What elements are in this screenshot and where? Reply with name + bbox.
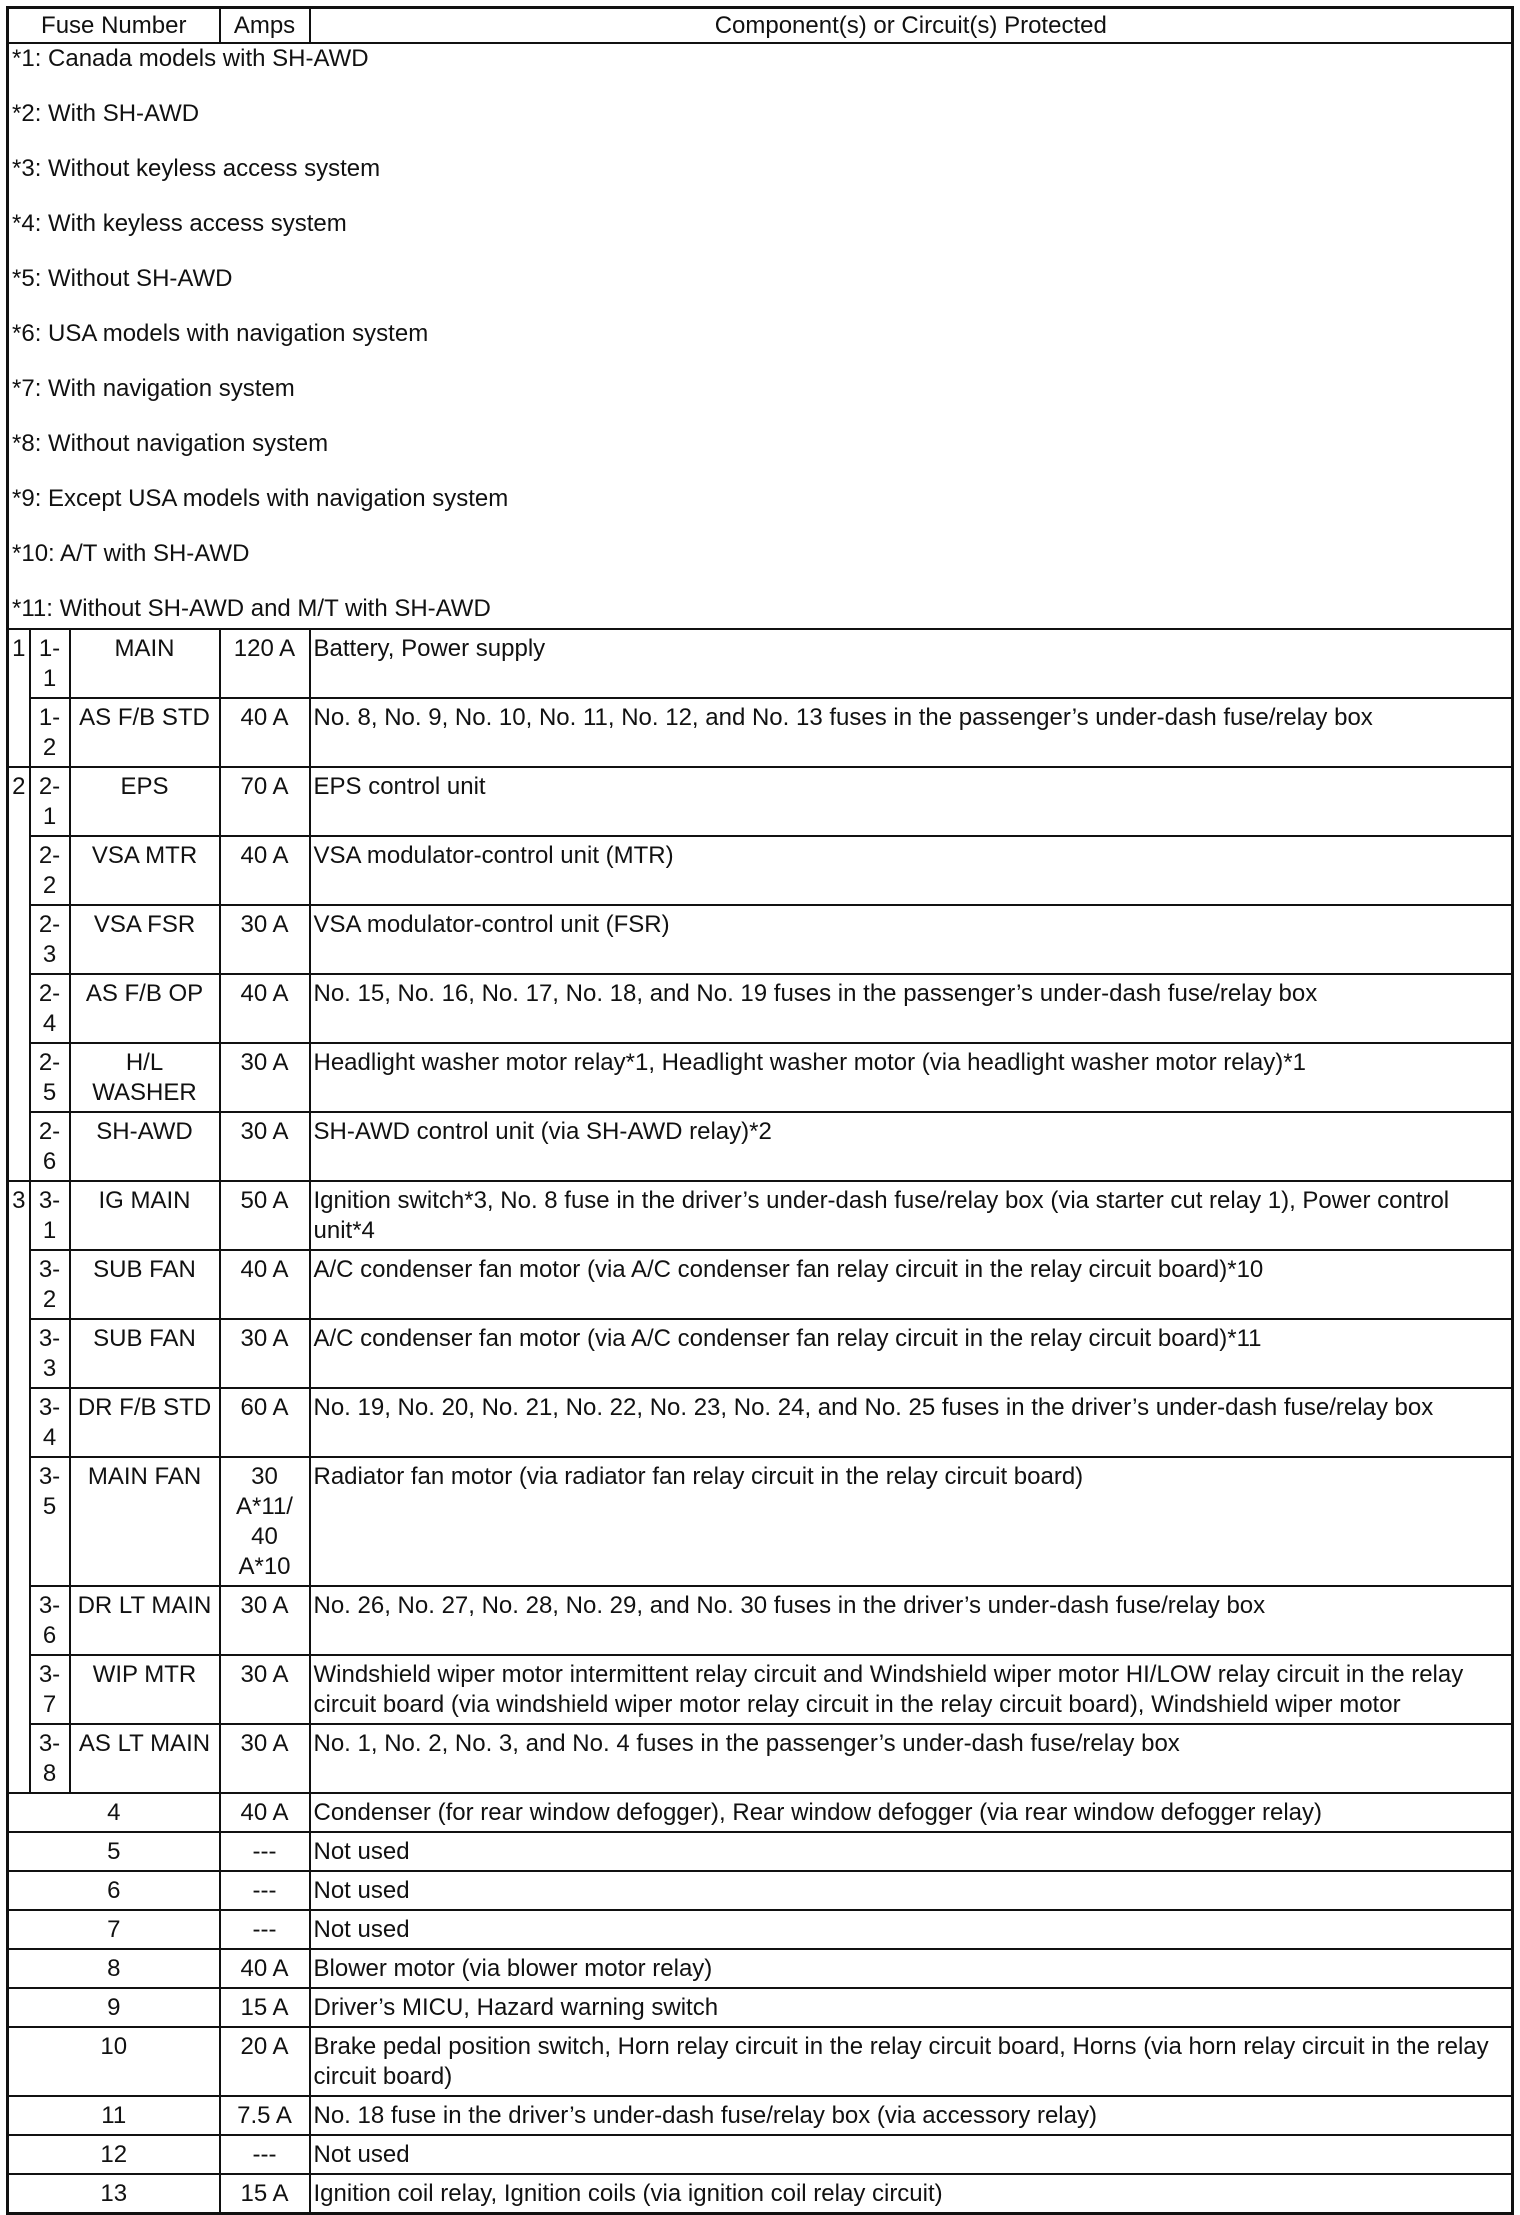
fuse-name: DR F/B STD: [70, 1388, 220, 1457]
group-spacer: [8, 1655, 30, 1724]
fuse-description: No. 8, No. 9, No. 10, No. 11, No. 12, and No. 13 fuses in the passenger’s under-dash fuse/relay box: [310, 698, 1513, 767]
fuse-number: 2-5: [30, 1043, 70, 1112]
group-spacer: [8, 1043, 30, 1112]
fuse-description: Windshield wiper motor intermittent relay circuit and Windshield wiper motor HI/LOW relay circuit in the relay circuit board (via windshield wiper motor relay circuit in the relay circuit board), Windshield wiper motor: [310, 1655, 1513, 1724]
group-number: 3: [8, 1181, 30, 1250]
fuse-amps: 30 A: [220, 1724, 310, 1793]
fuse-number: 5: [8, 1832, 220, 1871]
fuse-description: EPS control unit: [310, 767, 1513, 836]
fuse-name: SUB FAN: [70, 1319, 220, 1388]
fuse-amps: 30 A: [220, 905, 310, 974]
fuse-amps: 40 A: [220, 1250, 310, 1319]
table-row: [8, 1586, 1513, 1655]
fuse-description: Not used: [310, 1871, 1513, 1910]
footnotes-row: [8, 43, 1513, 629]
fuse-number: 7: [8, 1910, 220, 1949]
fuse-number: 1-1: [30, 629, 70, 698]
fuse-description: Radiator fan motor (via radiator fan relay circuit in the relay circuit board): [310, 1457, 1513, 1586]
table-row: [8, 1832, 1513, 1871]
fuse-name: MAIN: [70, 629, 220, 698]
fuse-description: Blower motor (via blower motor relay): [310, 1949, 1513, 1988]
footnote: *7: With navigation system: [12, 375, 295, 402]
fuse-description: Not used: [310, 2135, 1513, 2174]
header-amps: Amps: [220, 8, 310, 44]
fuse-description: SH-AWD control unit (via SH-AWD relay)*2: [310, 1112, 1513, 1181]
fuse-amps: 30 A: [220, 1586, 310, 1655]
footnotes: [8, 43, 1513, 629]
fuse-description: No. 26, No. 27, No. 28, No. 29, and No. 30 fuses in the driver’s under-dash fuse/relay box: [310, 1586, 1513, 1655]
fuse-description: Brake pedal position switch, Horn relay circuit in the relay circuit board, Horns (via horn relay circuit in the relay circuit board): [310, 2027, 1513, 2096]
fuse-description: Battery, Power supply: [310, 629, 1513, 698]
footnote: *2: With SH-AWD: [12, 100, 200, 127]
fuse-description: VSA modulator-control unit (MTR): [310, 836, 1513, 905]
fuse-amps: 40 A: [220, 836, 310, 905]
fuse-name: MAIN FAN: [70, 1457, 220, 1586]
group-spacer: [8, 836, 30, 905]
fuse-amps: 50 A: [220, 1181, 310, 1250]
group-spacer: [8, 974, 30, 1043]
fuse-name: WIP MTR: [70, 1655, 220, 1724]
fuse-description: A/C condenser fan motor (via A/C condenser fan relay circuit in the relay circuit board)*10: [310, 1250, 1513, 1319]
table-row: [8, 1319, 1513, 1388]
fuse-description: Condenser (for rear window defogger), Rear window defogger (via rear window defogger relay): [310, 1793, 1513, 1832]
fuse-name: VSA FSR: [70, 905, 220, 974]
table-row: [8, 1181, 1513, 1250]
footnote: *8: Without navigation system: [12, 430, 329, 457]
fuse-description: No. 18 fuse in the driver’s under-dash fuse/relay box (via accessory relay): [310, 2096, 1513, 2135]
table-row: [8, 1388, 1513, 1457]
table-row: [8, 1457, 1513, 1586]
group-spacer: [8, 1724, 30, 1793]
table-row: [8, 1724, 1513, 1793]
fuse-number: 6: [8, 1871, 220, 1910]
table-row: [8, 2096, 1513, 2135]
table-row: [8, 1250, 1513, 1319]
fuse-number: 3-1: [30, 1181, 70, 1250]
fuse-amps: 120 A: [220, 629, 310, 698]
table-row: [8, 767, 1513, 836]
footnote: *4: With keyless access system: [12, 210, 347, 237]
table-row: [8, 1988, 1513, 2027]
fuse-amps: 15 A: [220, 2174, 310, 2214]
fuse-name: AS F/B STD: [70, 698, 220, 767]
fuse-amps: 20 A: [220, 2027, 310, 2096]
fuse-number: 12: [8, 2135, 220, 2174]
fuse-amps: ---: [220, 1910, 310, 1949]
fuse-amps: 30 A: [220, 1112, 310, 1181]
fuse-number: 2-4: [30, 974, 70, 1043]
fuse-number: 10: [8, 2027, 220, 2096]
fuse-description: Not used: [310, 1910, 1513, 1949]
fuse-number: 2-3: [30, 905, 70, 974]
table-row: [8, 698, 1513, 767]
fuse-name: EPS: [70, 767, 220, 836]
table-row: [8, 1112, 1513, 1181]
fuse-amps: 30 A: [220, 1319, 310, 1388]
fuse-number: 11: [8, 2096, 220, 2135]
fuse-name: DR LT MAIN: [70, 1586, 220, 1655]
fuse-name: AS LT MAIN: [70, 1724, 220, 1793]
group-spacer: [8, 1319, 30, 1388]
fuse-amps: 30 A*11/ 40 A*10: [220, 1457, 310, 1586]
fuse-description: No. 19, No. 20, No. 21, No. 22, No. 23, No. 24, and No. 25 fuses in the driver’s under-dash fuse/relay box: [310, 1388, 1513, 1457]
footnote: *5: Without SH-AWD: [12, 265, 233, 292]
fuse-amps: 15 A: [220, 1988, 310, 2027]
fuse-number: 4: [8, 1793, 220, 1832]
fuse-number: 3-8: [30, 1724, 70, 1793]
table-row: [8, 1043, 1513, 1112]
fuse-amps: 40 A: [220, 1949, 310, 1988]
fuse-amps: 40 A: [220, 1793, 310, 1832]
footnote: *11: Without SH-AWD and M/T with SH-AWD: [12, 595, 491, 622]
fuse-description: Ignition switch*3, No. 8 fuse in the driver’s under-dash fuse/relay box (via starter cut relay 1), Power control unit*4: [310, 1181, 1513, 1250]
group-spacer: [8, 1112, 30, 1181]
fuse-amps: ---: [220, 1871, 310, 1910]
fuse-number: 3-6: [30, 1586, 70, 1655]
fuse-description: Driver’s MICU, Hazard warning switch: [310, 1988, 1513, 2027]
fuse-name: SUB FAN: [70, 1250, 220, 1319]
fuse-table: [6, 6, 1514, 2215]
group-spacer: [8, 1586, 30, 1655]
fuse-description: Ignition coil relay, Ignition coils (via ignition coil relay circuit): [310, 2174, 1513, 2214]
fuse-number: 2-1: [30, 767, 70, 836]
fuse-number: 3-7: [30, 1655, 70, 1724]
header-fuse-number: Fuse Number: [8, 8, 220, 44]
fuse-number: 3-3: [30, 1319, 70, 1388]
table-row: [8, 1655, 1513, 1724]
fuse-name: H/L WASHER: [70, 1043, 220, 1112]
table-row: [8, 1871, 1513, 1910]
table-row: [8, 629, 1513, 698]
fuse-amps: 60 A: [220, 1388, 310, 1457]
table-row: [8, 1910, 1513, 1949]
group-spacer: [8, 698, 30, 767]
group-spacer: [8, 1457, 30, 1586]
fuse-number: 3-2: [30, 1250, 70, 1319]
fuse-amps: 7.5 A: [220, 2096, 310, 2135]
fuse-description: A/C condenser fan motor (via A/C condenser fan relay circuit in the relay circuit board)*11: [310, 1319, 1513, 1388]
fuse-description: No. 1, No. 2, No. 3, and No. 4 fuses in the passenger’s under-dash fuse/relay box: [310, 1724, 1513, 1793]
table-row: [8, 1949, 1513, 1988]
footnote: *10: A/T with SH-AWD: [12, 540, 250, 567]
fuse-name: AS F/B OP: [70, 974, 220, 1043]
footnote: *6: USA models with navigation system: [12, 320, 429, 347]
fuse-amps: 40 A: [220, 974, 310, 1043]
table-row: [8, 836, 1513, 905]
group-number: 1: [8, 629, 30, 698]
fuse-number: 1-2: [30, 698, 70, 767]
group-spacer: [8, 1388, 30, 1457]
fuse-description: Not used: [310, 1832, 1513, 1871]
fuse-amps: 40 A: [220, 698, 310, 767]
group-spacer: [8, 905, 30, 974]
fuse-name: SH-AWD: [70, 1112, 220, 1181]
header-row: [8, 8, 1513, 44]
table-row: [8, 2135, 1513, 2174]
footnote: *9: Except USA models with navigation system: [12, 485, 509, 512]
fuse-description: VSA modulator-control unit (FSR): [310, 905, 1513, 974]
table-row: [8, 2174, 1513, 2214]
fuse-amps: ---: [220, 2135, 310, 2174]
fuse-name: VSA MTR: [70, 836, 220, 905]
header-protected: Component(s) or Circuit(s) Protected: [310, 8, 1513, 44]
fuse-number: 9: [8, 1988, 220, 2027]
table-row: [8, 1793, 1513, 1832]
group-spacer: [8, 1250, 30, 1319]
group-number: 2: [8, 767, 30, 836]
table-row: [8, 905, 1513, 974]
fuse-number: 13: [8, 2174, 220, 2214]
footnote: *1: Canada models with SH-AWD: [12, 45, 369, 72]
footnote: *3: Without keyless access system: [12, 155, 381, 182]
table-row: [8, 974, 1513, 1043]
fuse-amps: 70 A: [220, 767, 310, 836]
fuse-number: 2-6: [30, 1112, 70, 1181]
fuse-amps: ---: [220, 1832, 310, 1871]
fuse-number: 8: [8, 1949, 220, 1988]
fuse-number: 2-2: [30, 836, 70, 905]
table-row: [8, 2027, 1513, 2096]
fuse-description: Headlight washer motor relay*1, Headlight washer motor (via headlight washer motor relay)*1: [310, 1043, 1513, 1112]
fuse-description: No. 15, No. 16, No. 17, No. 18, and No. 19 fuses in the passenger’s under-dash fuse/relay box: [310, 974, 1513, 1043]
fuse-amps: 30 A: [220, 1043, 310, 1112]
fuse-number: 3-5: [30, 1457, 70, 1586]
fuse-number: 3-4: [30, 1388, 70, 1457]
fuse-amps: 30 A: [220, 1655, 310, 1724]
fuse-name: IG MAIN: [70, 1181, 220, 1250]
